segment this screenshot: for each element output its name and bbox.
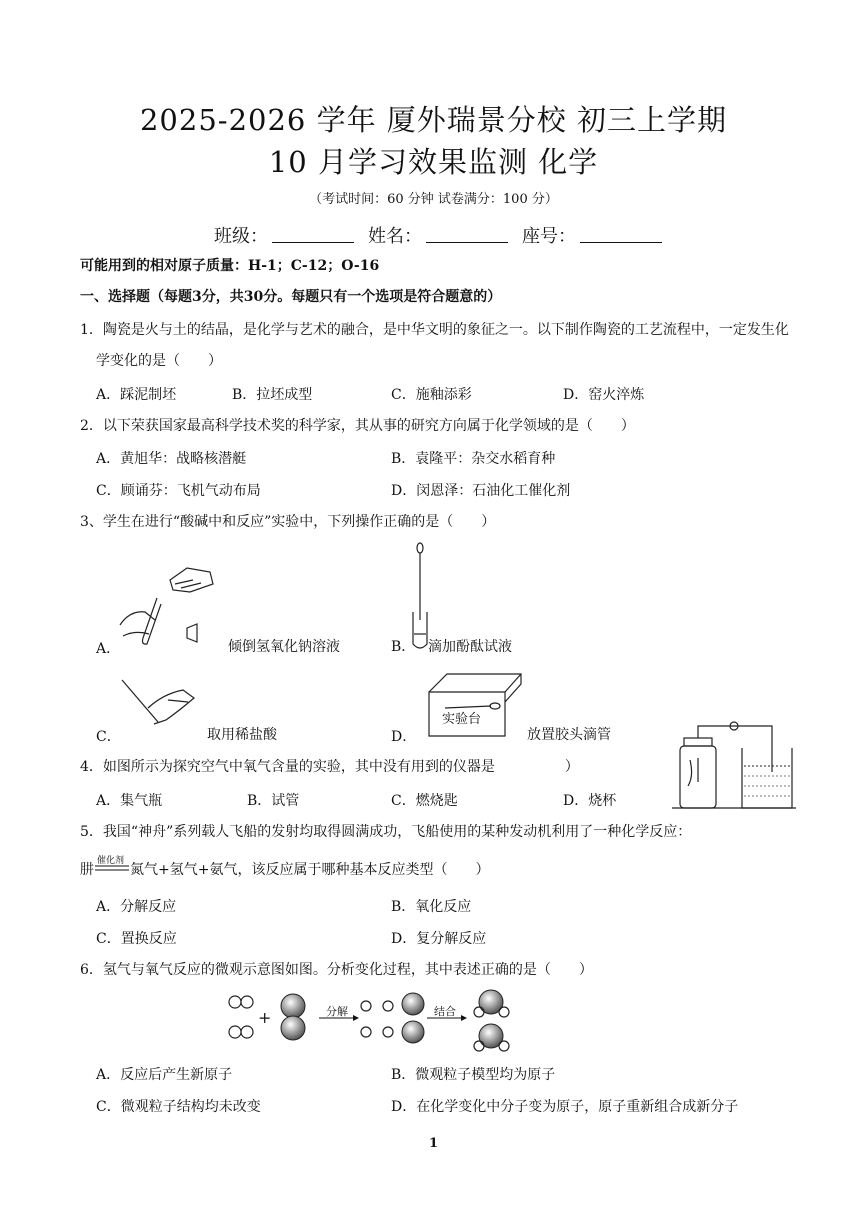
- lab-bench-label: 实验台: [442, 712, 482, 727]
- q4-option-d[interactable]: D．烧杯: [563, 793, 617, 809]
- q5-stem: 5．我国“神舟”系列载人飞船的发射均取得圆满成功，飞船使用的某种发动机利用了一种化学反应：: [80, 824, 692, 840]
- q3-option-c[interactable]: C．: [96, 729, 121, 745]
- section-heading: 一、选择题（每题3分，共30分。每题只有一个选项是符合题意的）: [80, 289, 502, 305]
- q3-option-b[interactable]: B．: [391, 639, 416, 655]
- q5-reactant: 肼: [80, 862, 94, 878]
- combine-label: 结合: [434, 1005, 456, 1018]
- plus-sign: +: [258, 1008, 272, 1027]
- pour-solution-figure: [115, 550, 220, 650]
- q6-option-a[interactable]: A．反应后产生新原子: [96, 1067, 233, 1083]
- class-blank[interactable]: [272, 222, 354, 243]
- q1-option-b[interactable]: B．拉坯成型: [232, 387, 313, 403]
- q3-option-d-text: 放置胶头滴管: [527, 727, 611, 743]
- q5-catalyst: 催化剂: [97, 856, 125, 866]
- exam-subtitle: （考试时间：60 分钟 试卷满分：100 分）: [309, 192, 558, 207]
- q1-option-c[interactable]: C．施釉添彩: [391, 387, 472, 403]
- atomic-mass-note: 可能用到的相对原子质量：H-1；C-12；O-16: [80, 258, 380, 274]
- name-blank[interactable]: [426, 222, 508, 243]
- q5-option-d[interactable]: D．复分解反应: [391, 931, 487, 947]
- q5-option-c[interactable]: C．置换反应: [96, 931, 177, 947]
- q6-stem: 6．氢气与氧气反应的微观示意图如图。分析变化过程，其中表述正确的是（ ）: [80, 962, 593, 978]
- q1-option-a[interactable]: A．踩泥制坯: [96, 387, 177, 403]
- lab-bench-figure: [425, 668, 525, 740]
- q1-stem-line1: 1．陶瓷是火与土的结晶，是化学与艺术的融合，是中华文明的象征之一。以下制作陶瓷的工艺流程中，一定发生化: [80, 322, 789, 338]
- q5-option-b[interactable]: B．氧化反应: [391, 899, 472, 915]
- student-info: [214, 222, 676, 248]
- q3-option-d[interactable]: D．: [391, 729, 417, 745]
- q3-option-a[interactable]: A．: [96, 641, 121, 657]
- seat-blank[interactable]: [580, 222, 662, 243]
- q1-stem-line2: 学变化的是（ ）: [96, 353, 222, 369]
- q2-option-a[interactable]: A．黄旭华：战略核潜艇: [96, 451, 247, 467]
- q6-option-b[interactable]: B．微观粒子模型均为原子: [391, 1067, 556, 1083]
- oxygen-experiment-figure: [668, 720, 800, 814]
- q4-option-b[interactable]: B．试管: [247, 793, 300, 809]
- q3-option-b-text: 滴加酚酞试液: [428, 639, 512, 655]
- title-line2: 10 月学习效果监测 化学: [268, 145, 599, 179]
- q4-stem: 4．如图所示为探究空气中氧气含量的实验，其中没有用到的仪器是 ）: [80, 759, 579, 775]
- q6-option-c[interactable]: C．微观粒子结构均未改变: [96, 1099, 261, 1115]
- q6-option-d[interactable]: D．在化学变化中分子变为原子，原子重新组合成新分子: [391, 1099, 739, 1115]
- decompose-label: 分解: [326, 1005, 348, 1018]
- q4-option-c[interactable]: C．燃烧匙: [391, 793, 458, 809]
- q3-stem: 3、学生在进行“酸碱中和反应”实验中，下列操作正确的是（ ）: [80, 514, 496, 530]
- q5-option-a[interactable]: A．分解反应: [96, 899, 177, 915]
- q5-products: 氮气+氢气+氨气，该反应属于哪种基本反应类型（ ）: [130, 862, 490, 878]
- q2-option-c[interactable]: C．顾诵芬：飞机气动布局: [96, 483, 261, 499]
- title-line1: 2025-2026 学年 厦外瑞景分校 初三上学期: [139, 103, 728, 137]
- seat-label: 座号：: [522, 226, 576, 247]
- q2-option-d[interactable]: D．闵恩泽：石油化工催化剂: [391, 483, 571, 499]
- q2-stem: 2．以下荣获国家最高科学技术奖的科学家，其从事的研究方向属于化学领域的是（ ）: [80, 418, 635, 434]
- class-label: 班级：: [214, 226, 268, 247]
- q4-option-a[interactable]: A．集气瓶: [96, 793, 163, 809]
- reaction-arrow: [95, 864, 129, 872]
- take-acid-figure: [118, 676, 198, 731]
- q3-option-c-text: 取用稀盐酸: [207, 727, 277, 743]
- q2-option-b[interactable]: B．袁隆平：杂交水稻育种: [391, 451, 556, 467]
- name-label: 姓名：: [368, 226, 422, 247]
- page-number: 1: [428, 1136, 439, 1151]
- q1-option-d[interactable]: D．窑火淬炼: [563, 387, 645, 403]
- q3-option-a-text: 倾倒氢氧化钠溶液: [228, 639, 340, 655]
